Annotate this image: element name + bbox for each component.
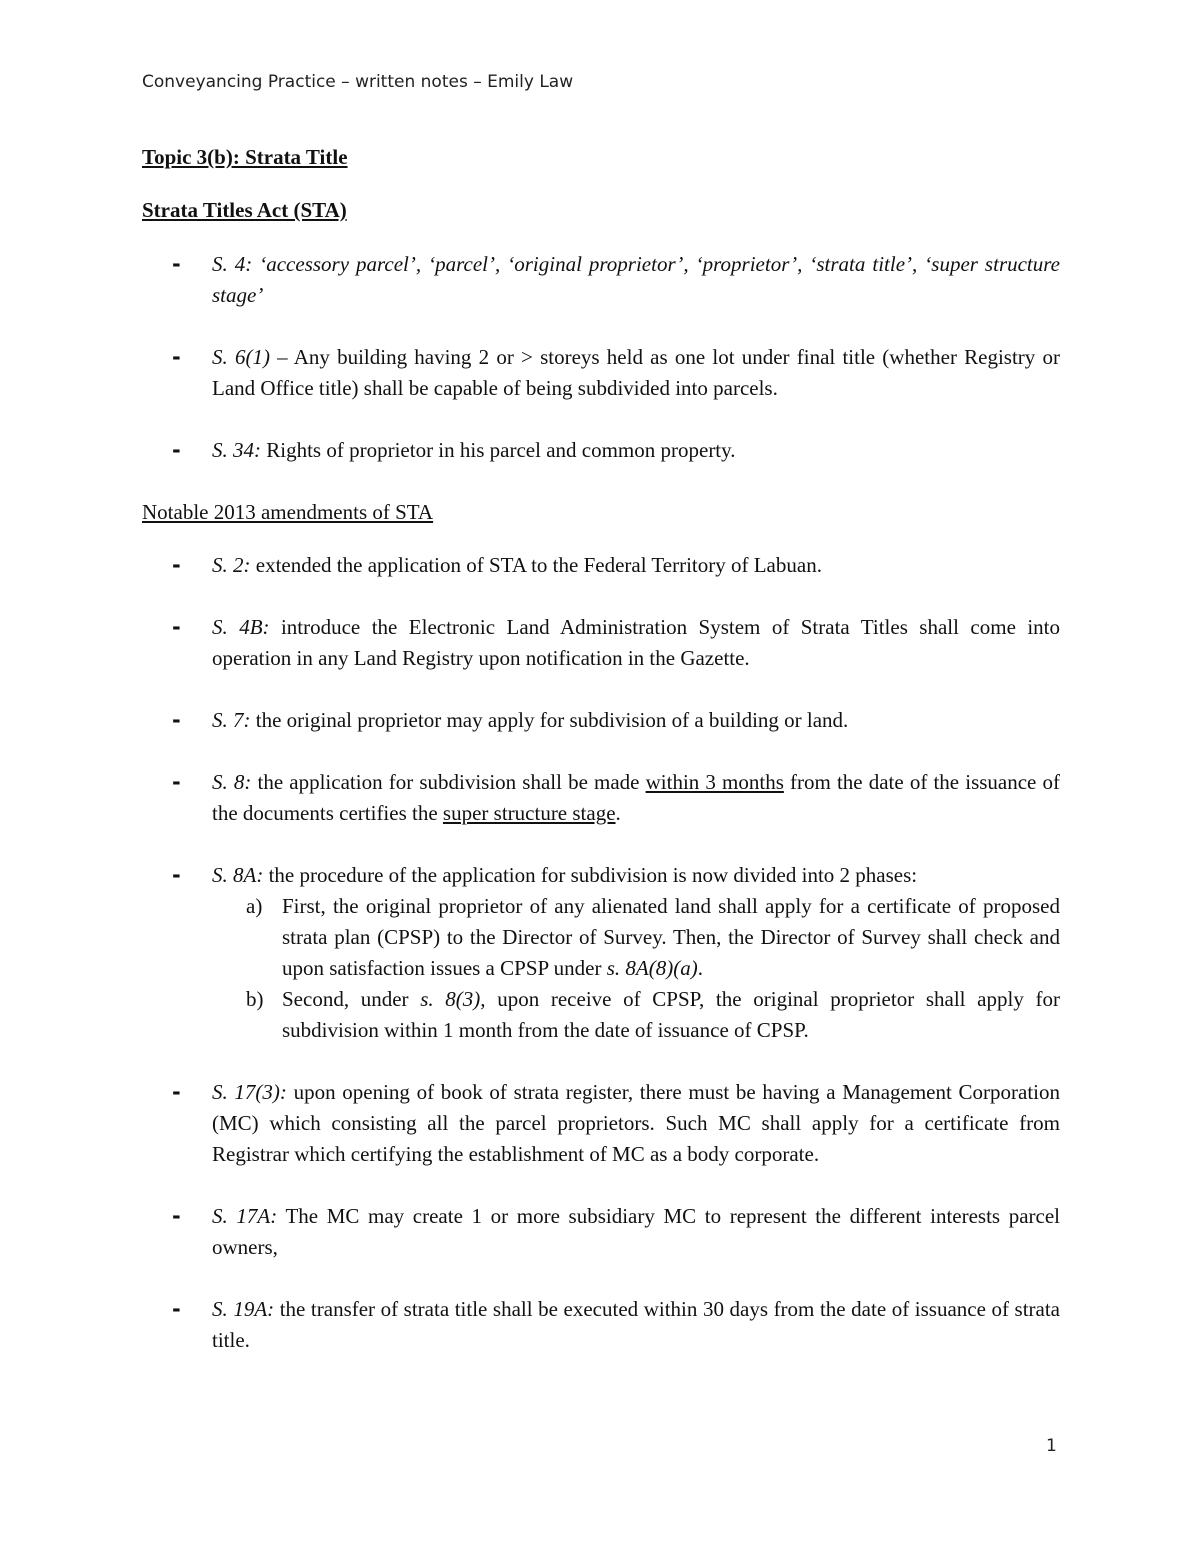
section-ref: S. 4B: [212,615,270,639]
list-item-s17-3 [142,1077,1060,1170]
sub-item-text: . [697,956,703,980]
section-title: Strata Titles Act (STA) [142,198,347,222]
item-text: the procedure of the application for subdivision is now divided into 2 phases: [263,863,918,887]
item-text: The MC may create 1 or more subsidiary MC to represent the different interests parcel owners, [212,1204,1060,1259]
bullet-dash: - [172,1204,181,1228]
document-body [142,142,1060,1387]
list-item-s4b [142,612,1060,674]
list-item-s19a [142,1294,1060,1356]
bullet-dash: - [172,553,181,577]
section-ref: S. 8: [212,770,252,794]
section-ref: s. 8A(8)(a) [606,956,698,980]
sub-item-label: a) [246,894,263,918]
list-item-s2 [142,550,1060,581]
sub-item-label: b) [246,987,264,1011]
item-text: . [615,801,621,825]
section-ref: S. 19A: [212,1297,275,1321]
bullet-dash: - [172,615,181,639]
item-text: – Any building having 2 or > storeys held as one lot under final title (whether Registry or Land Office title) shall be capable of being subdivided into parcels. [212,345,1060,400]
list-item-s8 [142,767,1060,829]
section-ref: S. 7: [212,708,251,732]
bullet-dash: - [172,708,181,732]
section-ref: S. 17A: [212,1204,278,1228]
section-ref: S. 6(1) [212,345,270,369]
page-number: 1 [1046,1436,1057,1456]
underlined-text: super structure stage [442,801,616,825]
sub-item-text: upon receive of CPSP, the original proprietor shall apply for subdivision within 1 month from the date of issuance of CPSP. [282,987,1060,1042]
item-text: upon opening of book of strata register, there must be having a Management Corporation (MC) which consisting all the parcel proprietors. Such MC shall apply for a certificate from Registrar which certifying the establishment of MC as a body corporate. [212,1080,1060,1166]
sub-item-a [212,891,1060,984]
bullet-dash: - [172,1080,181,1104]
sub-item-text: Second, under [282,987,421,1011]
section-ref: S. 34: [212,438,261,462]
section-ref: s. 8(3), [420,987,486,1011]
bullet-dash: - [172,252,181,276]
bullet-dash: - [172,863,181,887]
item-text: the original proprietor may apply for subdivision of a building or land. [250,708,849,732]
section-ref: S. 2: [212,553,251,577]
list-item-s34 [142,435,1060,466]
item-text: Rights of proprietor in his parcel and common property. [261,438,736,462]
bullet-dash: - [172,770,181,794]
item-text: extended the application of STA to the Federal Territory of Labuan. [250,553,822,577]
underlined-text: within 3 months [645,770,784,794]
section-ref: S. 8A: [212,863,264,887]
list-item-s17a [142,1201,1060,1263]
item-text: from the date of the issuance of the documents certifies the [212,770,1060,825]
bullet-dash: - [172,1297,181,1321]
sub-item-text: First, the original proprietor of any alienated land shall apply for a certificate of proposed strata plan (CPSP) to the Director of Survey. Then, the Director of Survey shall check and upon satisfaction issues a CPSP under [282,894,1060,980]
bullet-dash: - [172,438,181,462]
page-header: Conveyancing Practice – written notes – Emily Law [142,72,574,92]
list-item-s8a [142,860,1060,1046]
amendments-title: Notable 2013 amendments of STA [142,500,434,524]
list-item-s7 [142,705,1060,736]
section-ref: S. 17(3): [212,1080,287,1104]
item-text: introduce the Electronic Land Administration System of Strata Titles shall come into operation in any Land Registry upon notification in the Gazette. [212,615,1060,670]
list-item-s4 [142,249,1060,311]
item-text: the transfer of strata title shall be executed within 30 days from the date of issuance of strata title. [212,1297,1060,1352]
section-ref: S. 4: ‘accessory parcel’, ‘parcel’, ‘original proprietor’, ‘proprietor’, ‘strata title’, ‘super structure stage’ [212,252,1060,307]
sub-item-b [212,984,1060,1046]
list-item-s6-1 [142,342,1060,404]
item-text: the application for subdivision shall be made [251,770,646,794]
bullet-dash: - [172,345,181,369]
sub-list [212,891,1060,1046]
topic-title: Topic 3(b): Strata Title [142,145,348,169]
